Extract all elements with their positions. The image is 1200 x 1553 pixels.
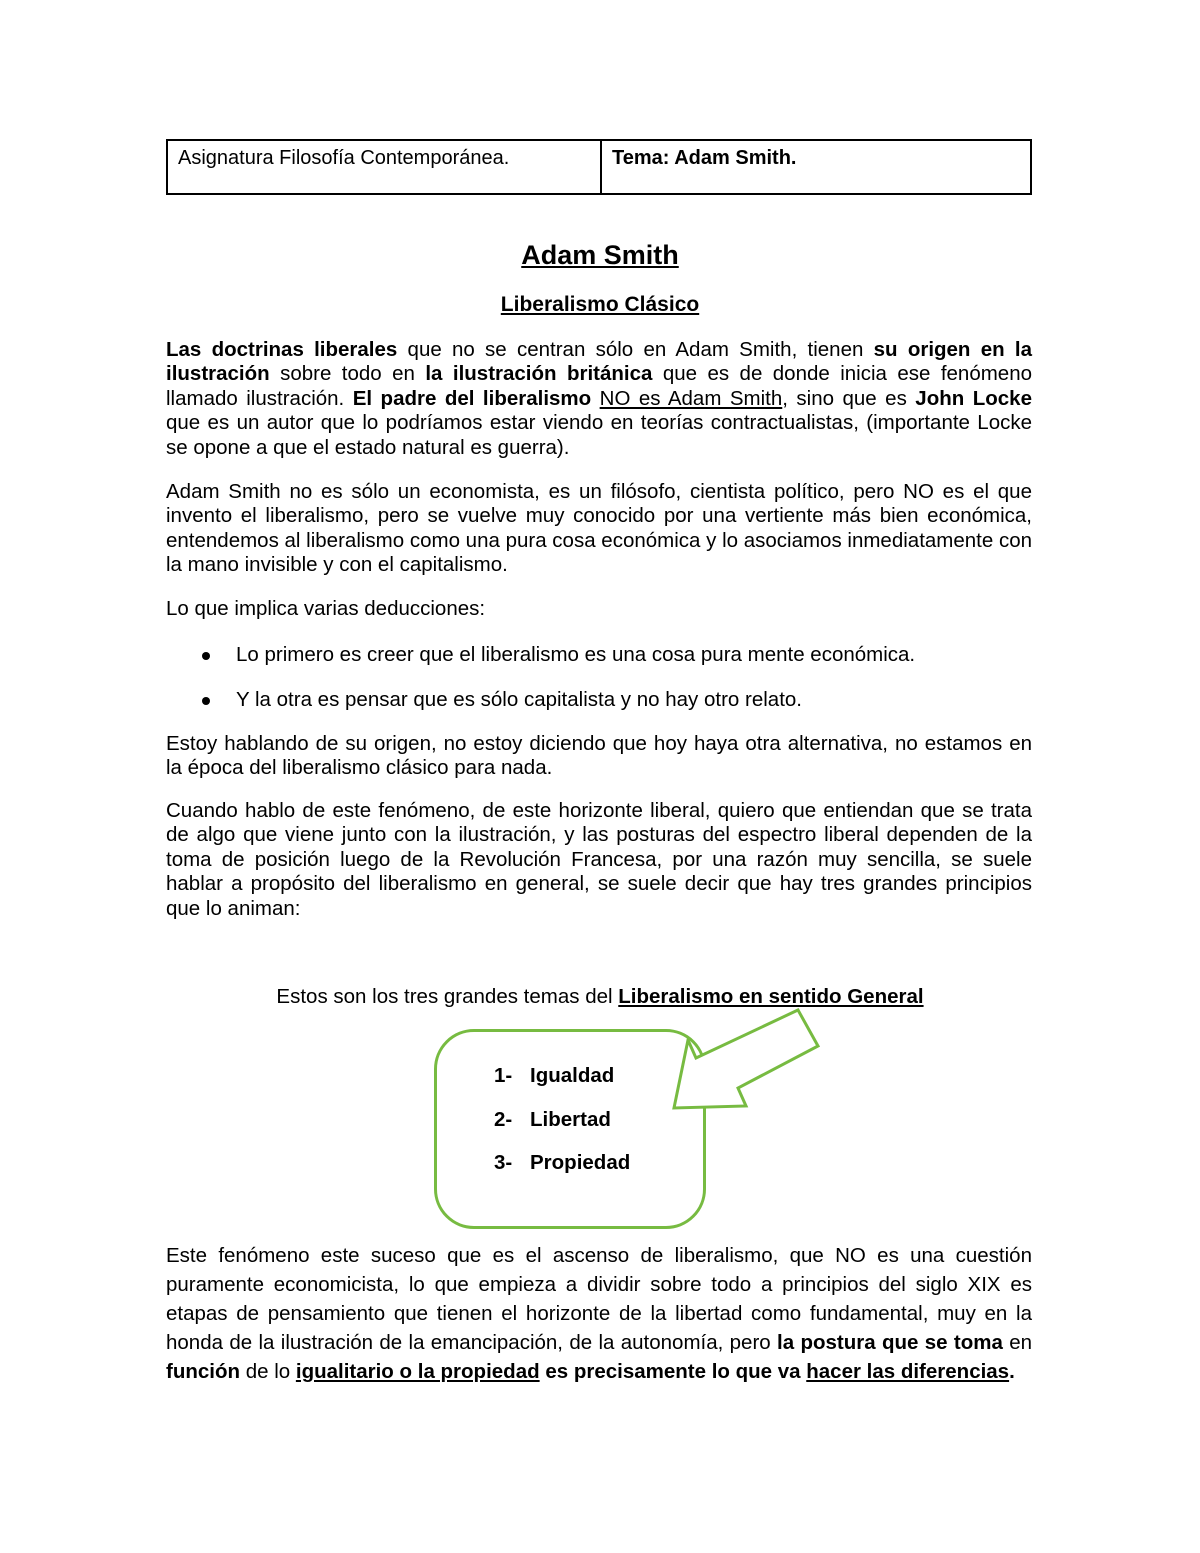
- p1-s8: [591, 387, 599, 410]
- p1-s10: , sino que es: [782, 386, 916, 410]
- document-title: Adam Smith: [521, 240, 679, 270]
- paragraph-economista: Adam Smith no es sólo un economista, es un filósofo, cientista político, pero NO es el que invento el liberalismo, pero se vuelve muy conocido por una vertiente más bien económica, entendemos al liberalismo como una pura cosa económica y lo asociamos inmediatamente con la mano invisible y con el capitalismo.: [166, 480, 1033, 577]
- center-prefix: Estos son los tres grandes temas del: [276, 985, 619, 1008]
- p1-s9: NO es Adam Smith: [599, 386, 783, 410]
- paragraph-doctrinas: [166, 338, 1032, 460]
- final-s2: la postura que se toma: [777, 1331, 1003, 1354]
- p1-s4: sobre todo en: [269, 362, 426, 386]
- principle-number: 2-: [494, 1107, 513, 1131]
- final-s8: hacer las diferencias: [806, 1360, 1010, 1383]
- bullet-text: Lo primero es creer que el liberalismo es una cosa pura mente económica.: [236, 643, 916, 666]
- final-s9: .: [1009, 1360, 1015, 1383]
- arrow-icon: [660, 1000, 830, 1120]
- center-emphasis: Liberalismo en sentido General: [618, 985, 924, 1008]
- paragraph-origen: Estoy hablando de su origen, no estoy diciendo que hoy haya otra alternativa, no estamos en la época del liberalismo clásico para nada.: [166, 732, 1032, 780]
- final-s7: es precisamente lo que va: [539, 1360, 807, 1383]
- final-s4: función: [166, 1360, 241, 1383]
- principle-item: [494, 1064, 630, 1108]
- final-s5: de lo: [240, 1360, 296, 1383]
- p1-s7: El padre del liberalismo: [352, 386, 592, 410]
- p1-s2: que no se centran sólo en Adam Smith, tienen: [397, 338, 874, 361]
- bullet-dot-icon: [202, 697, 210, 705]
- topic-cell: Tema: Adam Smith.: [612, 147, 797, 169]
- principle-label: Libertad: [530, 1107, 611, 1131]
- principle-number: 1-: [494, 1064, 513, 1087]
- subject-cell: Asignatura Filosofía Contemporánea.: [168, 141, 602, 193]
- paragraph-deducciones: Lo que implica varias deducciones:: [166, 597, 486, 620]
- paragraph-fenomeno: Cuando hablo de este fenómeno, de este horizonte liberal, quiero que entiendan que se trata de algo que viene junto con la ilustración, y las posturas del espectro liberal dependen de la toma de posición luego de la Revolución Francesa, por una razón muy sencilla, se suele hablar a propósito del liberalismo en general, se suele decir que hay tres grandes principios que lo animan:: [166, 799, 1032, 920]
- final-s3: en: [1002, 1331, 1033, 1354]
- p1-s3: su origen en la ilustración: [166, 338, 1032, 386]
- paragraph-ascenso: [166, 1241, 1032, 1386]
- p1-s12: que es un autor que lo podríamos estar viendo en teorías contractualistas, (importante Locke se opone a que el estado natural es guerra).: [166, 411, 1032, 459]
- principle-label: Igualdad: [530, 1064, 615, 1087]
- principles-list: [494, 1064, 630, 1195]
- principle-item: [494, 1151, 630, 1195]
- p1-s1: Las doctrinas liberales: [166, 338, 398, 361]
- final-s1: Este fenómeno este suceso que es el ascenso de liberalismo, que NO es una cuestión puramente economicista, lo que empieza a dividir sobre todo a principios del siglo XIX es etapas de pensamiento que tienen el horizonte de la libertad como fundamental, muy en la honda de la ilustración de la emancipación, de la autonomía, pero: [166, 1244, 1032, 1354]
- header-table: [166, 139, 1032, 195]
- principle-label: Propiedad: [530, 1151, 631, 1174]
- arrow-shape: [674, 1010, 818, 1108]
- principle-item: [494, 1108, 630, 1152]
- final-s6: igualitario o la propiedad: [295, 1360, 540, 1383]
- three-themes-intro: [0, 985, 1200, 1009]
- p1-s5: la ilustración británica: [425, 362, 653, 386]
- bullet-text: Y la otra es pensar que es sólo capitalista y no hay otro relato.: [236, 688, 802, 711]
- p1-s11: John Locke: [915, 386, 1032, 410]
- document-subtitle: Liberalismo Clásico: [500, 293, 700, 316]
- principle-number: 3-: [494, 1151, 513, 1174]
- p1-s6: que es de donde inicia ese fenómeno llamado ilustración.: [166, 362, 1033, 410]
- bullet-dot-icon: [202, 652, 210, 660]
